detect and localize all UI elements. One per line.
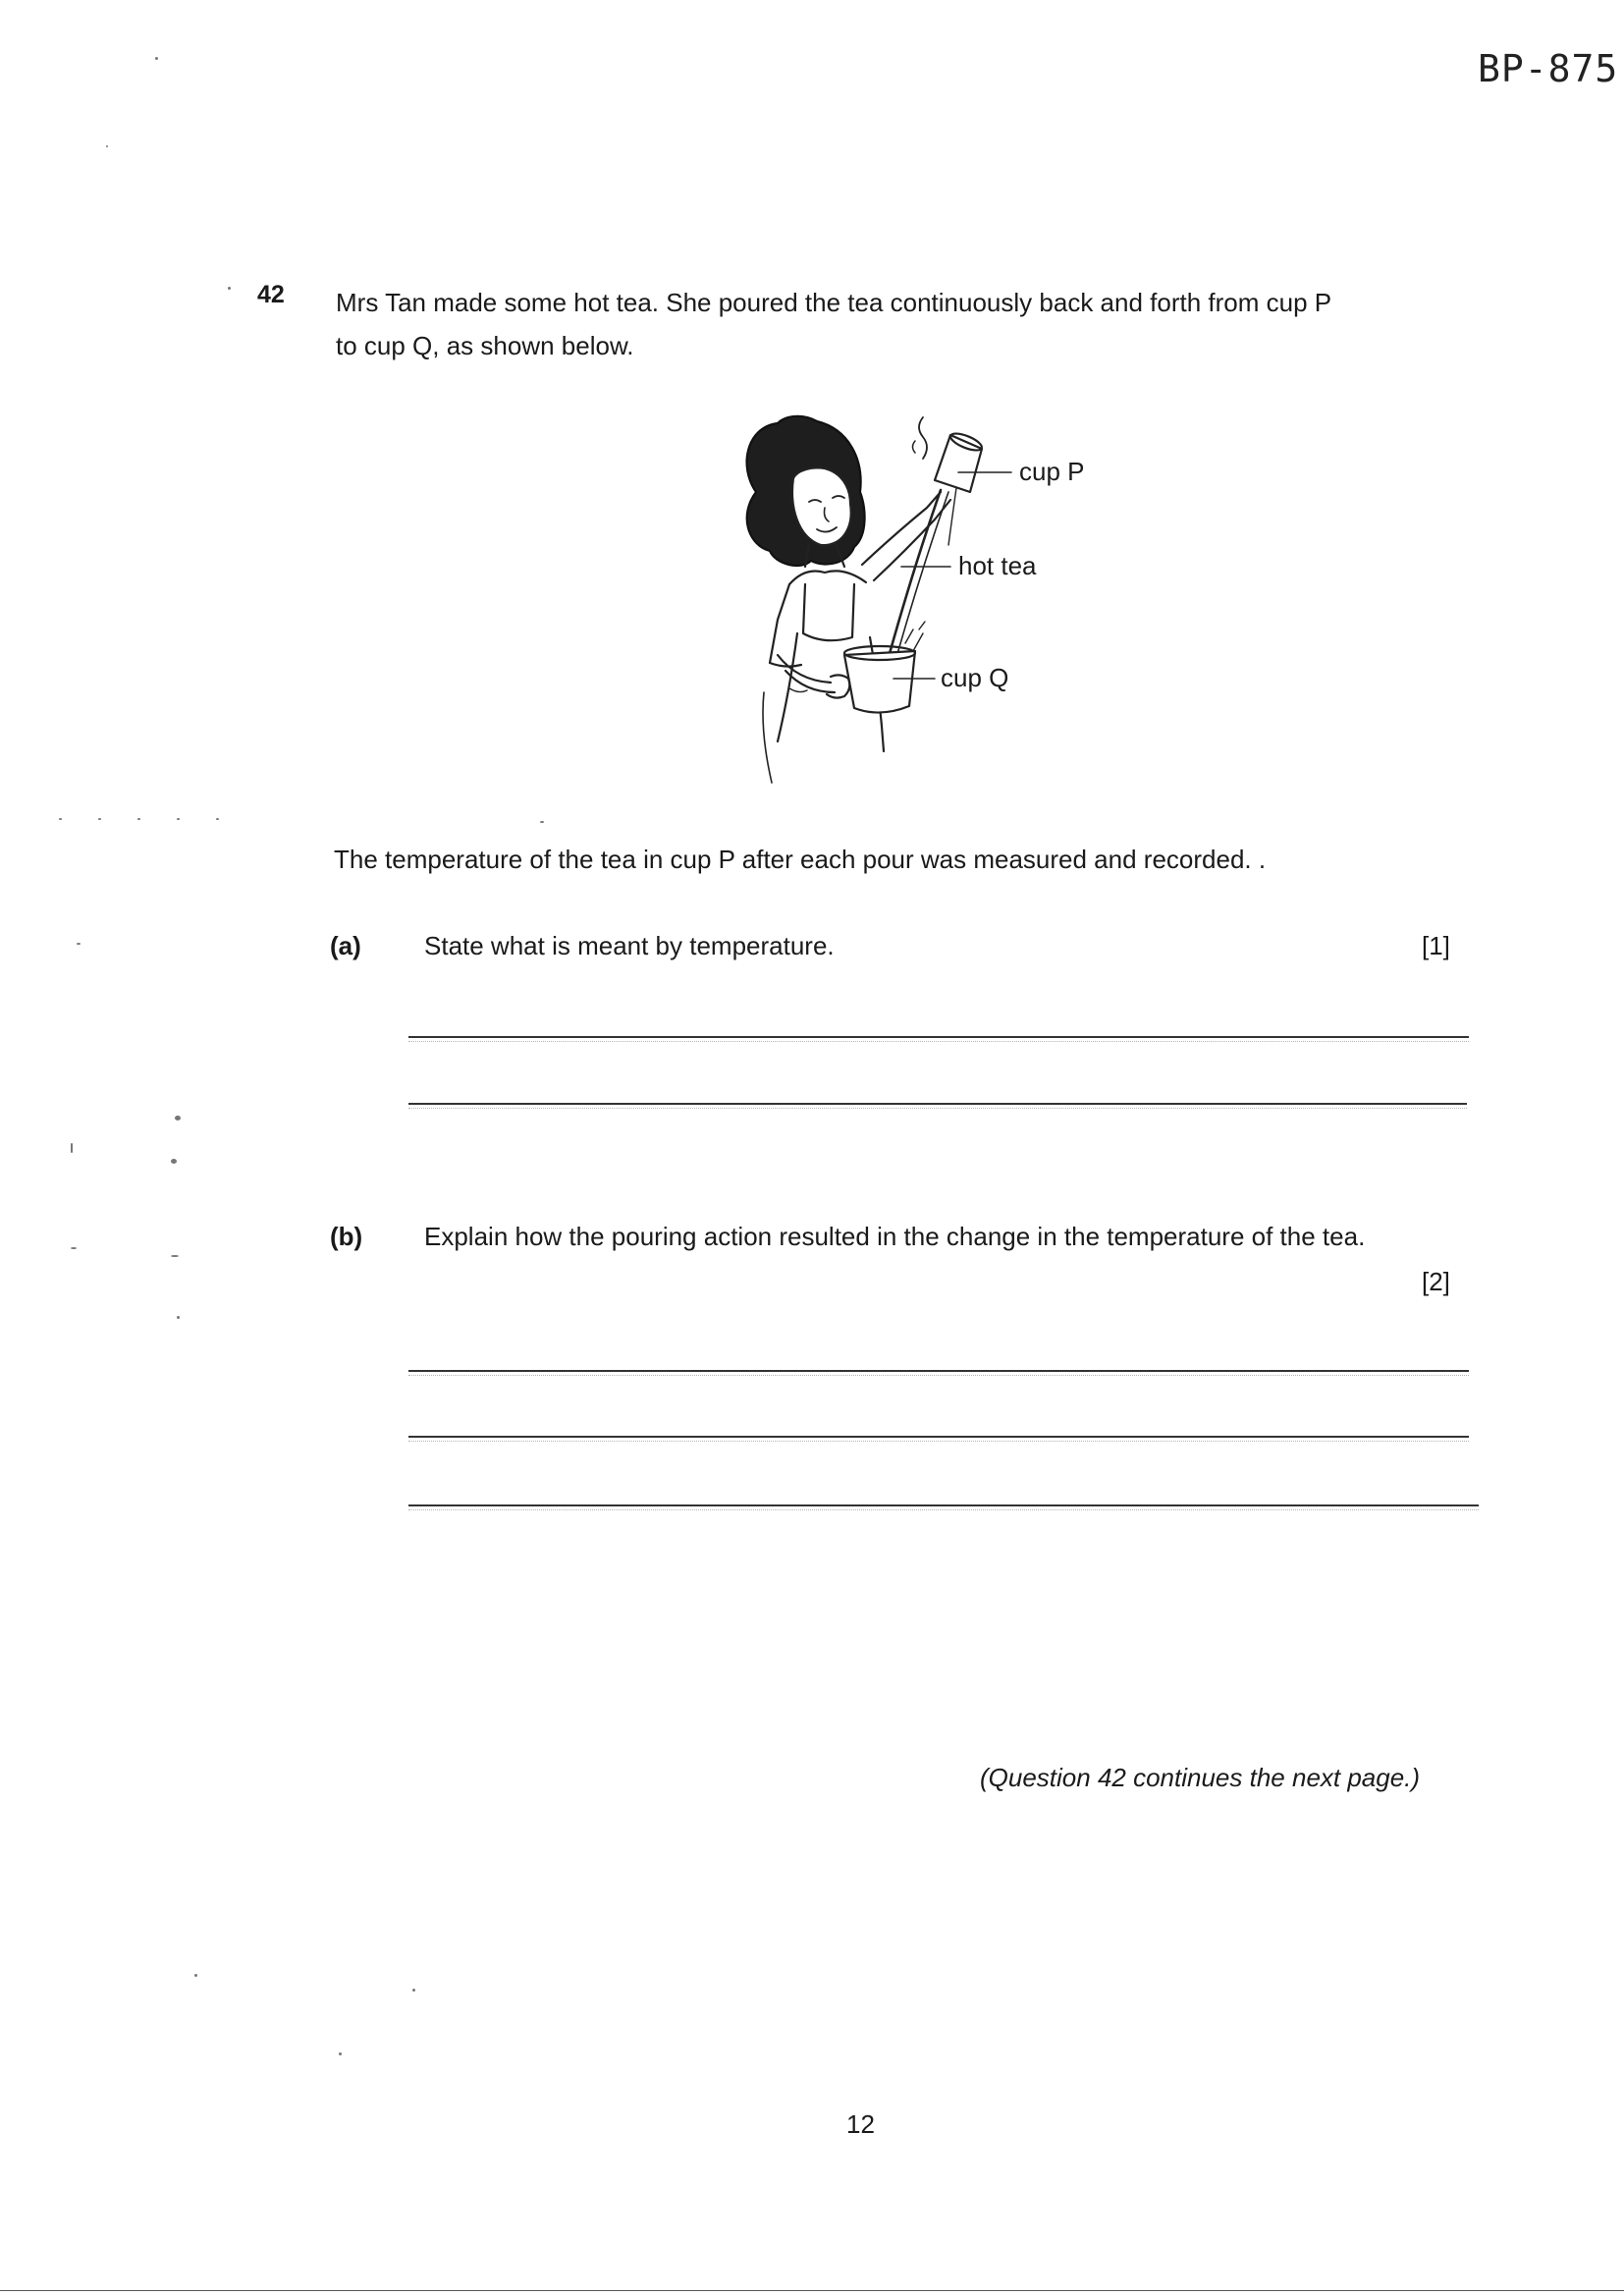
answer-line[interactable]: [408, 1370, 1469, 1376]
answer-line[interactable]: [408, 1436, 1469, 1442]
scan-speck: [59, 818, 62, 820]
question-stem-line-2: to cup Q, as shown below.: [336, 331, 634, 360]
question-stem-line-1: Mrs Tan made some hot tea. She poured the tea continuously back and forth from cup P: [336, 288, 1332, 317]
scan-speck: [155, 57, 158, 60]
question-intro: The temperature of the tea in cup P after each pour was measured and recorded. .: [334, 845, 1267, 874]
hot-tea-label: hot tea: [958, 551, 1037, 580]
scan-speck: [137, 818, 140, 820]
page-bottom-rule: [0, 2290, 1624, 2291]
cup-q-label: cup Q: [941, 663, 1009, 692]
page-number: 12: [846, 2109, 875, 2139]
scan-speck: [194, 1974, 197, 1977]
question-number: 42: [257, 281, 285, 308]
scan-speck: [171, 1255, 179, 1257]
scan-speck: [71, 1247, 77, 1249]
scan-speck: [228, 287, 231, 290]
part-b-marks: [2]: [1422, 1267, 1450, 1296]
answer-line[interactable]: [408, 1036, 1469, 1042]
scan-speck: [98, 818, 101, 820]
part-a-question: State what is meant by temperature.: [424, 931, 835, 960]
scan-speck: [540, 821, 544, 823]
tea-pouring-illustration: [687, 398, 1237, 791]
reference-code: BP-875: [1478, 47, 1619, 90]
scan-speck: [71, 1143, 73, 1153]
scan-speck: [175, 1116, 181, 1121]
part-a-marks: [1]: [1422, 931, 1450, 960]
scan-speck: [216, 818, 219, 820]
scan-speck: [412, 1989, 415, 1992]
continuation-note: (Question 42 continues the next page.): [980, 1763, 1421, 1792]
question-stem: [336, 281, 1485, 367]
scan-speck: [171, 1159, 177, 1164]
answer-line[interactable]: [408, 1504, 1479, 1510]
scan-speck: [77, 943, 81, 945]
scan-speck: [339, 2052, 342, 2055]
tea-pouring-figure: [687, 398, 1237, 795]
scan-speck: [106, 145, 108, 147]
part-a-letter: (a): [330, 931, 361, 960]
scan-speck: [177, 1316, 180, 1319]
part-b-letter: (b): [330, 1222, 363, 1251]
cup-p-label: cup P: [1019, 457, 1085, 486]
scan-speck: [177, 818, 180, 820]
answer-line[interactable]: [408, 1103, 1467, 1109]
part-b-question: Explain how the pouring action resulted in the change in the temperature of the tea.: [424, 1222, 1366, 1251]
